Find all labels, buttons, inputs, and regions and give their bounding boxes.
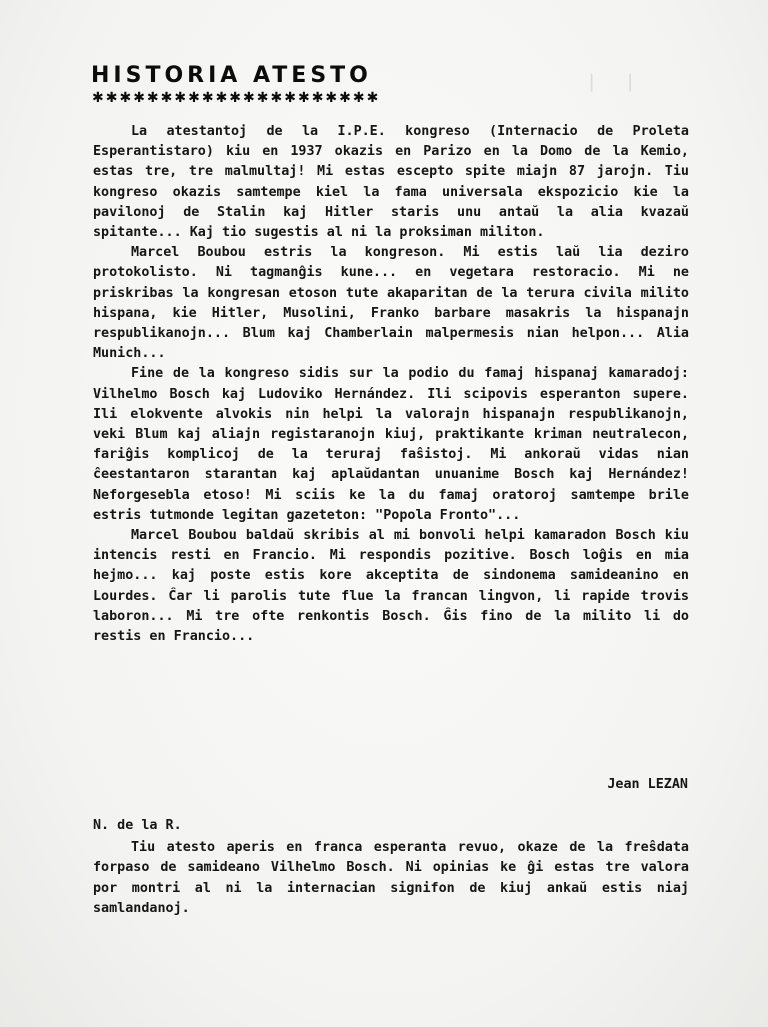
author-signature: Jean LEZAN [607, 777, 688, 792]
page-title: HISTORIA ATESTO [91, 63, 372, 88]
paragraph: Fine de la kongreso sidis sur la podio du famaj hispanaj kamaradoj: Vilhelmo Bosch kaj Ludoviko Hernández. Ili scipovis esperanton supere. Ili elokvente alvokis nin helpi la valorajn hispanajn respublikanojn, veki Blum kaj aliajn registaranojn kiuj, praktikante kriman neutralecon, fariĝis komplicoj de la teruraj faŝistoj. Mi ankoraŭ vidas nian ĉeestantaron starantan kaj aplaŭdantan unuanime Bosch kaj Hernández! Neforgesebla etoso! Mi sciis ke la du famaj oratoroj samtempe brile estris tutmonde legitan gazeteton: "Popola Fronto"... [93, 366, 689, 523]
bleed-through-header: ❘ ❘ [585, 71, 643, 96]
paragraph: Marcel Boubou estris la kongreson. Mi estis laŭ lia deziro protokolisto. Ni tagmanĝis kune... en vegetara restoracio. Mi ne priskribas la kongresan etoson tute akaparitan de la terura civila milito hispana, kie Hitler, Musolini, Franko barbare masakris la hispanajn respublikanojn... Blum kaj Chamberlain malpermesis nian helpon... Alia Munich... [93, 245, 689, 362]
title-asterisk-rule: ✱✱✱✱✱✱✱✱✱✱✱✱✱✱✱✱✱✱✱✱✱ [92, 90, 381, 106]
editor-note-heading: N. de la R. [93, 818, 182, 833]
editor-note [93, 838, 689, 920]
paragraph: La atestantoj de la I.P.E. kongreso (Internacio de Proleta Esperantistaro) kiu en 1937 okazis en Parizo en la Domo de la Kemio, estas tre, tre malmultaj! Mi estas escepto spite miajn 87 jarojn. Tiu kongreso okazis samtempe kiel la fama universala ekspozicio kie la pavilonoj de Stalin kaj Hitler staris unu antaŭ la alia kvazaŭ spitante... Kaj tio sugestis al ni la proksiman militon. [93, 124, 689, 241]
paragraph: Marcel Boubou baldaŭ skribis al mi bonvoli helpi kamaradon Bosch kiu intencis resti en Francio. Mi respondis pozitive. Bosch loĝis en mia hejmo... kaj poste estis kore akceptita de sindonema samideanino en Lourdes. Ĉar li parolis tute flue la francan lingvon, li rapide trovis laboron... Mi tre ofte renkontis Bosch. Ĝis fino de la milito li do restis en Francio... [93, 528, 689, 645]
editor-note-text: Tiu atesto aperis en franca esperanta revuo, okaze de la freŝdata forpaso de samideano Vilhelmo Bosch. Ni opinias ke ĝi estas tre valora por montri al ni la internacian signifon de kiuj ankaŭ estis niaj samlandanoj. [93, 840, 689, 917]
article-body [93, 122, 689, 647]
